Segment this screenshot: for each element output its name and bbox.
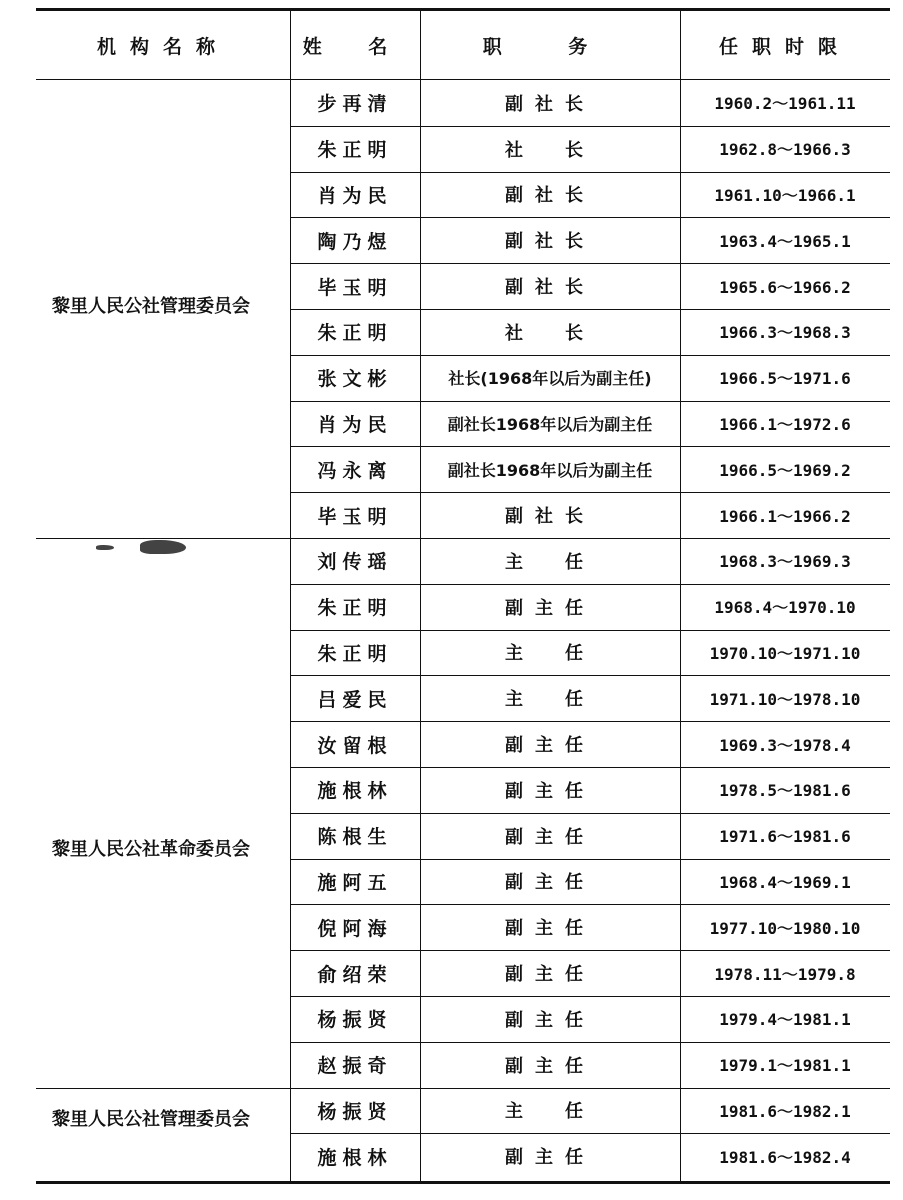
name-cell: 陶乃煜	[317, 230, 393, 253]
duty-cell: 社 长	[505, 139, 595, 161]
duty-cell: 副主任	[505, 918, 595, 940]
period-cell: 1968.3～1969.3	[719, 552, 851, 572]
name-cell: 杨振贤	[317, 1100, 393, 1123]
name-cell: 施阿五	[317, 871, 393, 894]
period-cell: 1979.1～1981.1	[719, 1056, 851, 1076]
period-cell: 1971.6～1981.6	[719, 827, 851, 847]
duty-cell: 副主任	[505, 597, 595, 619]
duty-cell: 副社长	[505, 185, 595, 207]
name-cell: 朱正明	[317, 642, 393, 665]
period-cell: 1966.1～1972.6	[719, 414, 851, 434]
period-cell: 1965.6～1966.2	[719, 277, 851, 297]
duty-cell: 副主任	[505, 780, 595, 802]
period-cell: 1968.4～1970.10	[714, 598, 856, 618]
row-rule	[290, 309, 890, 310]
name-cell: 朱正明	[317, 597, 393, 620]
column-rule	[420, 10, 421, 1181]
duty-cell: 副社长	[505, 277, 595, 299]
period-cell: 1960.2～1961.11	[714, 94, 856, 114]
period-cell: 1979.4～1981.1	[719, 1010, 851, 1030]
row-rule	[290, 721, 890, 722]
row-rule	[290, 950, 890, 951]
row-rule	[290, 446, 890, 447]
row-rule	[290, 126, 890, 127]
duty-cell: 社长(1968年以后为副主任)	[448, 369, 652, 389]
name-cell: 肖为民	[317, 184, 393, 207]
column-rule	[680, 10, 681, 1181]
period-cell: 1961.10～1966.1	[714, 185, 856, 205]
period-cell: 1981.6～1982.4	[719, 1147, 851, 1167]
period-cell: 1963.4～1965.1	[719, 231, 851, 251]
row-rule	[290, 1133, 890, 1134]
name-cell: 朱正明	[317, 322, 393, 345]
bottom-rule	[36, 1181, 890, 1184]
name-cell: 毕玉明	[317, 276, 393, 299]
name-cell: 施根林	[317, 780, 393, 803]
name-cell: 陈根生	[317, 826, 393, 849]
duty-cell: 副社长	[505, 231, 595, 253]
ink-smudge	[140, 540, 186, 554]
org-label: 黎里人民公社管理委员会	[52, 296, 250, 317]
duty-cell: 副主任	[505, 1147, 595, 1169]
duty-cell: 副社长	[505, 506, 595, 528]
name-cell: 毕玉明	[317, 505, 393, 528]
header-duty: 职 务	[482, 35, 618, 58]
name-cell: 朱正明	[317, 139, 393, 162]
row-rule	[36, 1088, 890, 1089]
period-cell: 1968.4～1969.1	[719, 872, 851, 892]
name-cell: 赵振奇	[317, 1055, 393, 1078]
period-cell: 1966.3～1968.3	[719, 323, 851, 343]
row-rule	[290, 263, 890, 264]
row-rule	[290, 630, 890, 631]
row-rule	[290, 1042, 890, 1043]
duty-cell: 主 任	[505, 1101, 595, 1123]
period-cell: 1969.3～1978.4	[719, 735, 851, 755]
duty-cell: 副社长1968年以后为副主任	[447, 460, 653, 480]
row-rule	[290, 355, 890, 356]
period-cell: 1966.5～1971.6	[719, 369, 851, 389]
duty-cell: 副主任	[505, 872, 595, 894]
row-rule	[290, 767, 890, 768]
row-rule	[290, 996, 890, 997]
name-cell: 俞绍荣	[317, 963, 393, 986]
duty-cell: 副主任	[505, 964, 595, 986]
period-cell: 1962.8～1966.3	[719, 140, 851, 160]
header-rule	[36, 79, 890, 80]
header-period: 任职时限	[718, 35, 851, 58]
period-cell: 1977.10～1980.10	[709, 918, 861, 938]
row-rule	[290, 813, 890, 814]
org-label: 黎里人民公社管理委员会	[52, 1109, 250, 1130]
name-cell: 吕爱民	[317, 688, 393, 711]
name-cell: 杨振贤	[317, 1009, 393, 1032]
name-cell: 步再清	[317, 93, 393, 116]
duty-cell: 社 长	[505, 322, 595, 344]
row-rule	[290, 904, 890, 905]
duty-cell: 副社长	[505, 93, 595, 115]
top-rule	[36, 8, 890, 11]
duty-cell: 副主任	[505, 1009, 595, 1031]
header-name: 姓 名	[302, 35, 408, 58]
row-rule	[290, 401, 890, 402]
duty-cell: 副主任	[505, 1055, 595, 1077]
header-org: 机构名称	[96, 35, 229, 58]
duty-cell: 主 任	[505, 643, 595, 665]
period-cell: 1978.5～1981.6	[719, 781, 851, 801]
org-label: 黎里人民公社革命委员会	[52, 839, 250, 860]
period-cell: 1981.6～1982.1	[719, 1101, 851, 1121]
period-cell: 1966.1～1966.2	[719, 506, 851, 526]
period-cell: 1966.5～1969.2	[719, 460, 851, 480]
name-cell: 倪阿海	[317, 917, 393, 940]
duty-cell: 副主任	[505, 735, 595, 757]
name-cell: 刘传瑶	[317, 551, 393, 574]
name-cell: 施根林	[317, 1146, 393, 1169]
ink-smudge	[96, 545, 114, 550]
duty-cell: 副主任	[505, 826, 595, 848]
row-rule	[36, 538, 890, 539]
column-rule	[290, 10, 291, 1181]
name-cell: 汝留根	[317, 734, 393, 757]
duty-cell: 主 任	[505, 689, 595, 711]
period-cell: 1970.10～1971.10	[709, 643, 861, 663]
duty-cell: 副社长1968年以后为副主任	[447, 414, 653, 434]
row-rule	[290, 492, 890, 493]
row-rule	[290, 859, 890, 860]
row-rule	[290, 217, 890, 218]
row-rule	[290, 172, 890, 173]
period-cell: 1978.11～1979.8	[714, 964, 856, 984]
period-cell: 1971.10～1978.10	[709, 689, 861, 709]
name-cell: 肖为民	[317, 413, 393, 436]
row-rule	[290, 675, 890, 676]
name-cell: 张文彬	[317, 368, 393, 391]
duty-cell: 主 任	[505, 551, 595, 573]
name-cell: 冯永离	[317, 459, 393, 482]
row-rule	[290, 584, 890, 585]
